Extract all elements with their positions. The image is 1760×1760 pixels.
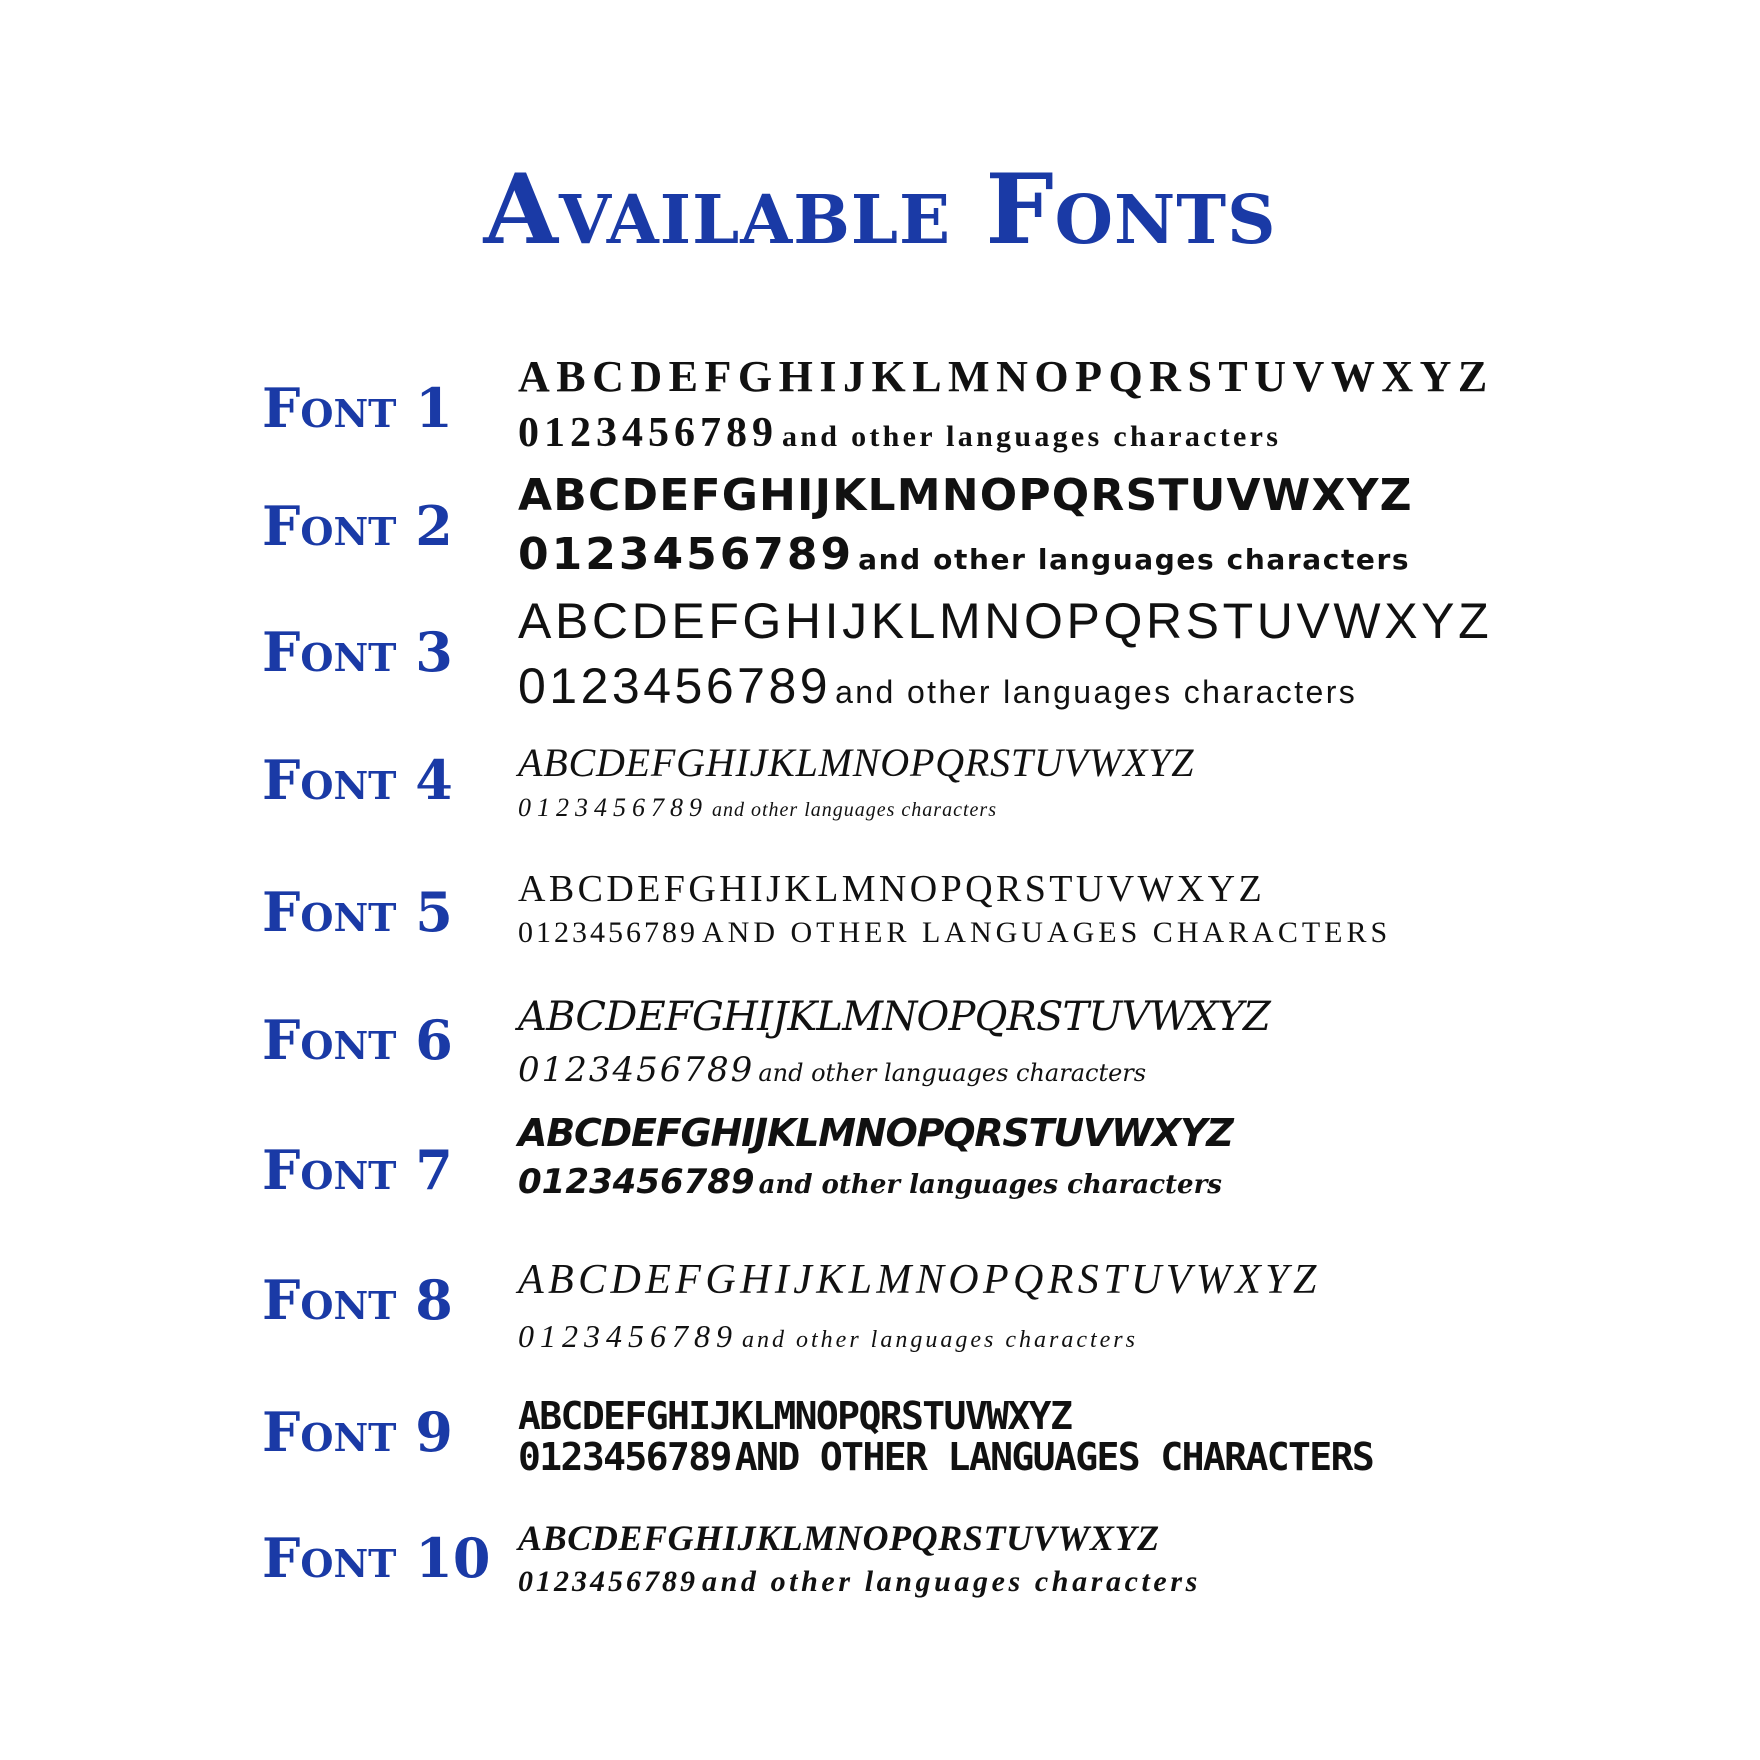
font-sample: [518, 866, 1508, 959]
digits-words-line: [518, 1436, 1508, 1487]
words-text: and other languages characters: [702, 1565, 1201, 1598]
font-sample: [518, 1396, 1508, 1487]
digits-text: 0123456789: [518, 1162, 755, 1202]
digits-words-line: [518, 912, 1508, 959]
words-text: and other languages characters: [782, 420, 1282, 453]
words-text: and other languages characters: [712, 799, 997, 821]
words-text: and other languages characters: [835, 674, 1358, 710]
digits-words-line: [518, 1560, 1508, 1609]
digits-words-line: [518, 526, 1508, 594]
words-text: and other languages characters: [758, 1170, 1222, 1200]
digits-words-line: [518, 1312, 1508, 1367]
digits-words-line: [518, 1158, 1508, 1213]
font-sample: [518, 988, 1508, 1101]
font-label: Font 10: [262, 1526, 491, 1590]
words-text: and other languages characters: [742, 1327, 1138, 1353]
font-sample: [518, 1248, 1508, 1367]
digits-words-line: [518, 406, 1508, 469]
digits-text: 0123456789: [518, 1318, 738, 1354]
digits-text: 0123456789: [518, 793, 708, 822]
digits-text: 0123456789: [518, 1435, 731, 1479]
digits-text: 0123456789: [518, 1050, 755, 1090]
font-label: Font 6: [262, 1008, 453, 1072]
font-label: Font 4: [262, 748, 453, 812]
digits-text: 0123456789: [518, 916, 698, 949]
font-label: Font 2: [262, 494, 453, 558]
alphabet-line: ABCDEFGHIJKLMNOPQRSTUVWXYZ: [518, 1394, 1072, 1438]
digits-text: 0123456789: [518, 658, 832, 714]
alphabet-line: ABCDEFGHIJKLMNOPQRSTUVWXYZ: [518, 1257, 1321, 1303]
font-label: Font 9: [262, 1400, 453, 1464]
font-label: Font 3: [262, 620, 453, 684]
alphabet-line: ABCDEFGHIJKLMNOPQRSTUVWXYZ: [518, 352, 1494, 401]
font-label: Font 8: [262, 1268, 453, 1332]
alphabet-line: ABCDEFGHIJKLMNOPQRSTUVWXYZ: [518, 1518, 1160, 1558]
digits-text: 0123456789: [518, 1565, 698, 1598]
page-title: Available Fonts: [483, 153, 1277, 266]
alphabet-line: ABCDEFGHIJKLMNOPQRSTUVWXYZ: [518, 868, 1266, 910]
font-label: Font 5: [262, 880, 453, 944]
digits-text: 0123456789: [518, 410, 778, 456]
font-label: Font 7: [262, 1138, 453, 1202]
alphabet-line: ABCDEFGHIJKLMNOPQRSTUVWXYZ: [518, 593, 1493, 649]
font-sample: [518, 1516, 1508, 1609]
font-sample: [518, 738, 1508, 832]
digits-words-line: [518, 788, 1508, 832]
alphabet-line: ABCDEFGHIJKLMNOPQRSTUVWXYZ: [518, 1111, 1233, 1155]
words-text: AND OTHER LANGUAGES CHARACTERS: [734, 1435, 1374, 1479]
font-sample: [518, 466, 1508, 594]
font-label: Font 1: [262, 376, 453, 440]
words-text: and other languages characters: [758, 1059, 1147, 1087]
digits-words-line: [518, 654, 1508, 731]
alphabet-line: ABCDEFGHIJKLMNOPQRSTUVWXYZ: [518, 740, 1195, 785]
words-text: AND OTHER LANGUAGES CHARACTERS: [702, 916, 1392, 949]
alphabet-line: ABCDEFGHIJKLMNOPQRSTUVWXYZ: [518, 994, 1271, 1040]
alphabet-line: ABCDEFGHIJKLMNOPQRSTUVWXYZ: [518, 470, 1413, 521]
font-sample: [518, 348, 1508, 469]
digits-words-line: [518, 1046, 1508, 1101]
words-text: and other languages characters: [858, 543, 1411, 576]
font-sample: [518, 588, 1508, 731]
font-sample: [518, 1108, 1508, 1213]
digits-text: 0123456789: [518, 529, 855, 580]
